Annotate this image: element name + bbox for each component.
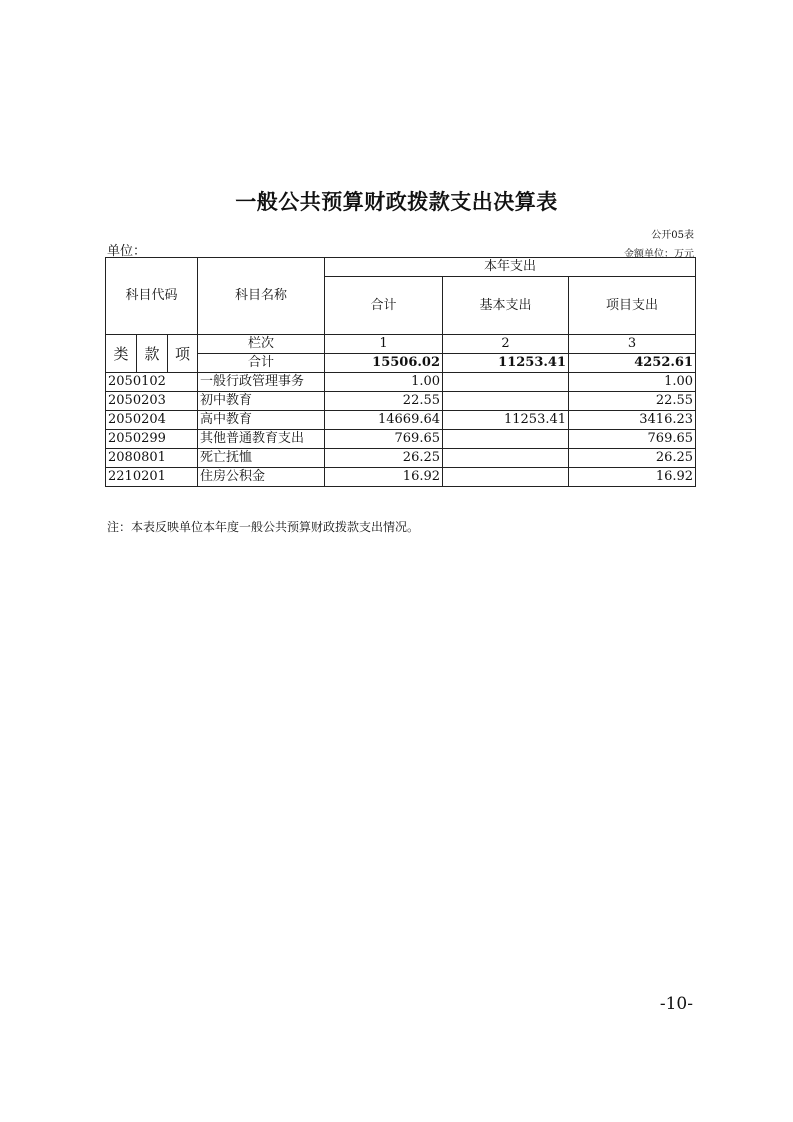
- total-amount: 15506.02: [325, 354, 443, 373]
- header-row-1: [106, 258, 696, 277]
- header-xiang: 项: [168, 335, 198, 373]
- row-name: 死亡抚恤: [198, 449, 325, 468]
- total-basic: 11253.41: [443, 354, 569, 373]
- row-project: 1.00: [569, 373, 696, 392]
- row-code: 2080801: [106, 449, 198, 468]
- page-title: 一般公共预算财政拨款支出决算表: [235, 190, 558, 214]
- row-total: 14669.64: [325, 411, 443, 430]
- page-number: -10-: [659, 994, 693, 1014]
- row-code: 2210201: [106, 468, 198, 487]
- row-total: 16.92: [325, 468, 443, 487]
- header-current-year: 本年支出: [325, 258, 696, 277]
- row-code: 2050102: [106, 373, 198, 392]
- row-project: 16.92: [569, 468, 696, 487]
- row-project: 26.25: [569, 449, 696, 468]
- row-basic: [443, 430, 569, 449]
- total-label: 合计: [198, 354, 325, 373]
- table-row: [106, 411, 696, 430]
- row-total: 1.00: [325, 373, 443, 392]
- table-note: 注：本表反映单位本年度一般公共预算财政拨款支出情况。: [107, 520, 420, 534]
- row-code: 2050204: [106, 411, 198, 430]
- row-total: 26.25: [325, 449, 443, 468]
- header-lei: 类: [106, 335, 137, 373]
- row-project: 3416.23: [569, 411, 696, 430]
- row-name: 一般行政管理事务: [198, 373, 325, 392]
- total-project: 4252.61: [569, 354, 696, 373]
- unit-label: 单位：: [107, 244, 147, 259]
- row-name: 初中教育: [198, 392, 325, 411]
- table-row: [106, 449, 696, 468]
- expenditure-table: [105, 257, 696, 487]
- row-basic: [443, 392, 569, 411]
- header-basic: 基本支出: [443, 277, 569, 335]
- row-basic: [443, 449, 569, 468]
- amount-unit: 金额单位：万元: [624, 249, 694, 260]
- row-project: 22.55: [569, 392, 696, 411]
- form-code: 公开05表: [651, 230, 694, 241]
- row-name: 其他普通教育支出: [198, 430, 325, 449]
- row-code: 2050203: [106, 392, 198, 411]
- row-name: 高中教育: [198, 411, 325, 430]
- row-total: 769.65: [325, 430, 443, 449]
- table-row: [106, 392, 696, 411]
- header-kuan: 款: [137, 335, 168, 373]
- row-basic: [443, 468, 569, 487]
- header-row-3: [106, 335, 696, 354]
- row-basic: 11253.41: [443, 411, 569, 430]
- row-total: 22.55: [325, 392, 443, 411]
- row-code: 2050299: [106, 430, 198, 449]
- header-name: 科目名称: [198, 258, 325, 335]
- row-project: 769.65: [569, 430, 696, 449]
- row-name: 住房公积金: [198, 468, 325, 487]
- header-total: 合计: [325, 277, 443, 335]
- table-row: [106, 468, 696, 487]
- header-col3: 3: [569, 335, 696, 354]
- header-lanci: 栏次: [198, 335, 325, 354]
- header-code: 科目代码: [106, 258, 198, 335]
- row-basic: [443, 373, 569, 392]
- header-project: 项目支出: [569, 277, 696, 335]
- header-col2: 2: [443, 335, 569, 354]
- header-col1: 1: [325, 335, 443, 354]
- table-row: [106, 373, 696, 392]
- table-row: [106, 430, 696, 449]
